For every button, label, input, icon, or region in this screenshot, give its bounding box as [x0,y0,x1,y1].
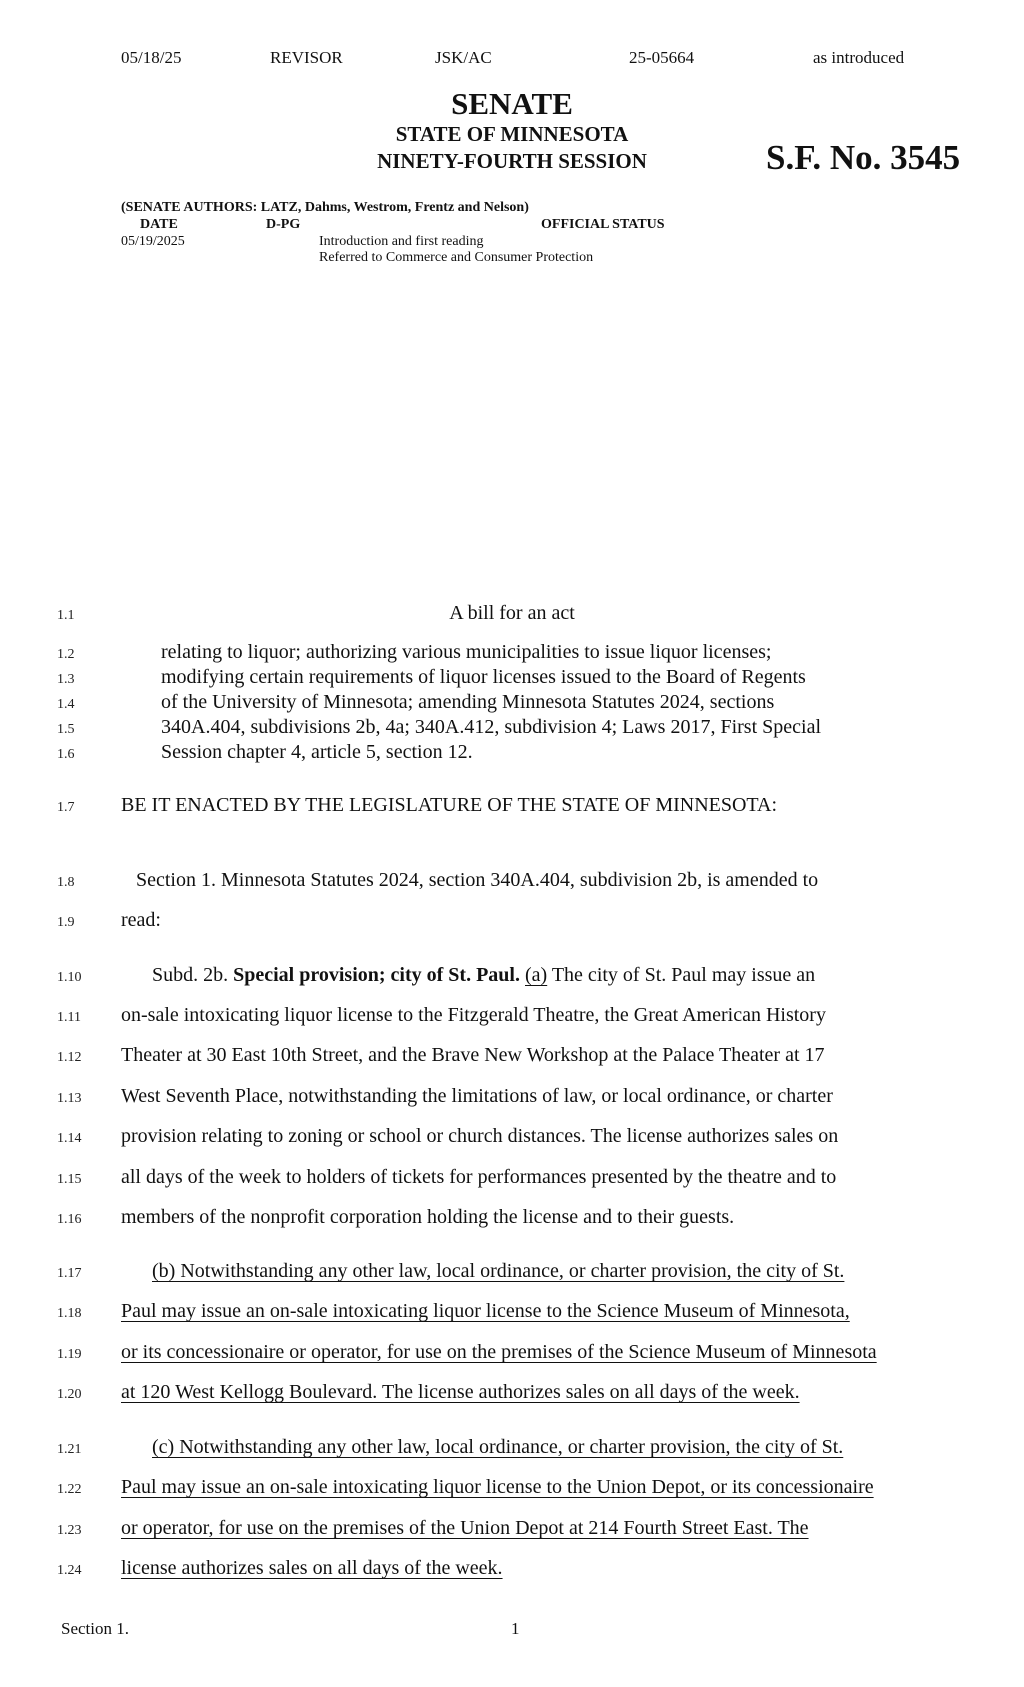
line-number: 1.10 [57,970,82,985]
subdivision-label: Subd. 2b. [152,964,234,986]
col-status-header: OFFICIAL STATUS [541,217,665,232]
bill-number: S.F. No. 3545 [766,138,961,177]
header-doc-number: 25-05664 [629,48,695,67]
line-number: 1.9 [57,915,75,930]
inserted-text: or operator, for use on the premises of the Union Depot at 214 Fourth Street East. The [121,1517,809,1539]
line-number: 1.4 [57,697,75,712]
header-initials: JSK/AC [435,48,492,67]
inserted-text: (c) Notwithstanding any other law, local ordinance, or charter provision, the city of St. [152,1436,844,1458]
inserted-text: license authorizes sales on all days of the week. [121,1557,503,1579]
status-entry-2: Referred to Commerce and Consumer Protection [319,250,594,265]
line-number: 1.3 [57,672,75,687]
line-number: 1.6 [57,747,75,762]
bill-title-line: 340A.404, subdivisions 2b, 4a; 340A.412, subdivision 4; Laws 2017, First Special [161,716,821,738]
bill-caption: A bill for an act [449,602,575,624]
text-line: read: [121,909,161,931]
bill-title-line: modifying certain requirements of liquor licenses issued to the Board of Regents [161,666,806,688]
inserted-text: (b) Notwithstanding any other law, local ordinance, or charter provision, the city of St. [152,1260,845,1282]
line-number: 1.15 [57,1172,82,1187]
inserted-text: at 120 West Kellogg Boulevard. The license authorizes sales on all days of the week. [121,1381,800,1403]
senate-authors: (SENATE AUTHORS: LATZ, Dahms, Westrom, Frentz and Nelson) [121,200,529,215]
line-number: 1.2 [57,647,75,662]
text-line: on-sale intoxicating liquor license to the Fitzgerald Theatre, the Great American History [121,1004,826,1026]
col-dpg-header: D-PG [266,217,301,232]
footer-section: Section 1. [61,1619,129,1638]
bill-title-line: relating to liquor; authorizing various municipalities to issue liquor licenses; [161,641,772,663]
state-title: STATE OF MINNESOTA [395,122,629,146]
bill-title-line: Session chapter 4, article 5, section 12. [161,741,473,763]
section-heading: Section 1. Minnesota Statutes 2024, section 340A.404, subdivision 2b, is amended to [136,869,819,891]
header-status: as introduced [813,48,905,67]
line-number: 1.16 [57,1212,82,1227]
chamber-title: SENATE [451,86,573,121]
header-revisor: REVISOR [270,48,343,67]
inserted-text: (a) [525,964,548,986]
page-number: 1 [511,1619,520,1638]
status-entry-1: Introduction and first reading [319,234,484,249]
inserted-text: Paul may issue an on-sale intoxicating liquor license to the Science Museum of Minnesota, [121,1300,850,1322]
line-number: 1.7 [57,800,75,815]
line-number: 1.5 [57,722,75,737]
line-number: 1.24 [57,1563,82,1578]
text-line: West Seventh Place, notwithstanding the limitations of law, or local ordinance, or charter [121,1085,833,1107]
enacting-clause: BE IT ENACTED BY THE LEGISLATURE OF THE STATE OF MINNESOTA: [121,794,778,816]
inserted-text: or its concessionaire or operator, for use on the premises of the Science Museum of Minnesota [121,1341,877,1363]
subdivision-heading: Special provision; city of St. Paul. [233,964,520,986]
line-number: 1.11 [57,1010,81,1025]
line-number: 1.17 [57,1266,82,1281]
text-line: all days of the week to holders of tickets for performances presented by the theatre and to [121,1166,837,1188]
line-number: 1.18 [57,1306,82,1321]
line-number: 1.21 [57,1442,82,1457]
line-number: 1.22 [57,1482,82,1497]
line-number: 1.19 [57,1347,82,1362]
bill-title-line: of the University of Minnesota; amending Minnesota Statutes 2024, sections [161,691,775,713]
status-date: 05/19/2025 [121,234,185,249]
header-date: 05/18/25 [121,48,182,67]
line-number: 1.12 [57,1050,82,1065]
line-number: 1.14 [57,1131,82,1146]
inserted-text: Paul may issue an on-sale intoxicating liquor license to the Union Depot, or its concessionaire [121,1476,874,1498]
line-number: 1.8 [57,875,75,890]
text-line: Theater at 30 East 10th Street, and the Brave New Workshop at the Palace Theater at 17 [121,1044,825,1066]
text-line: provision relating to zoning or school or church distances. The license authorizes sales on [121,1125,839,1147]
line-number: 1.13 [57,1091,82,1106]
line-number: 1.23 [57,1523,82,1538]
session-title: NINETY-FOURTH SESSION [377,149,647,173]
line-number: 1.20 [57,1387,82,1402]
col-date-header: DATE [140,217,178,232]
text-line: members of the nonprofit corporation holding the license and to their guests. [121,1206,735,1228]
line-number: 1.1 [57,608,75,623]
subdivision-line: Subd. 2b. Special provision; city of St. Paul. (a) The city of St. Paul may issue an [152,964,816,986]
